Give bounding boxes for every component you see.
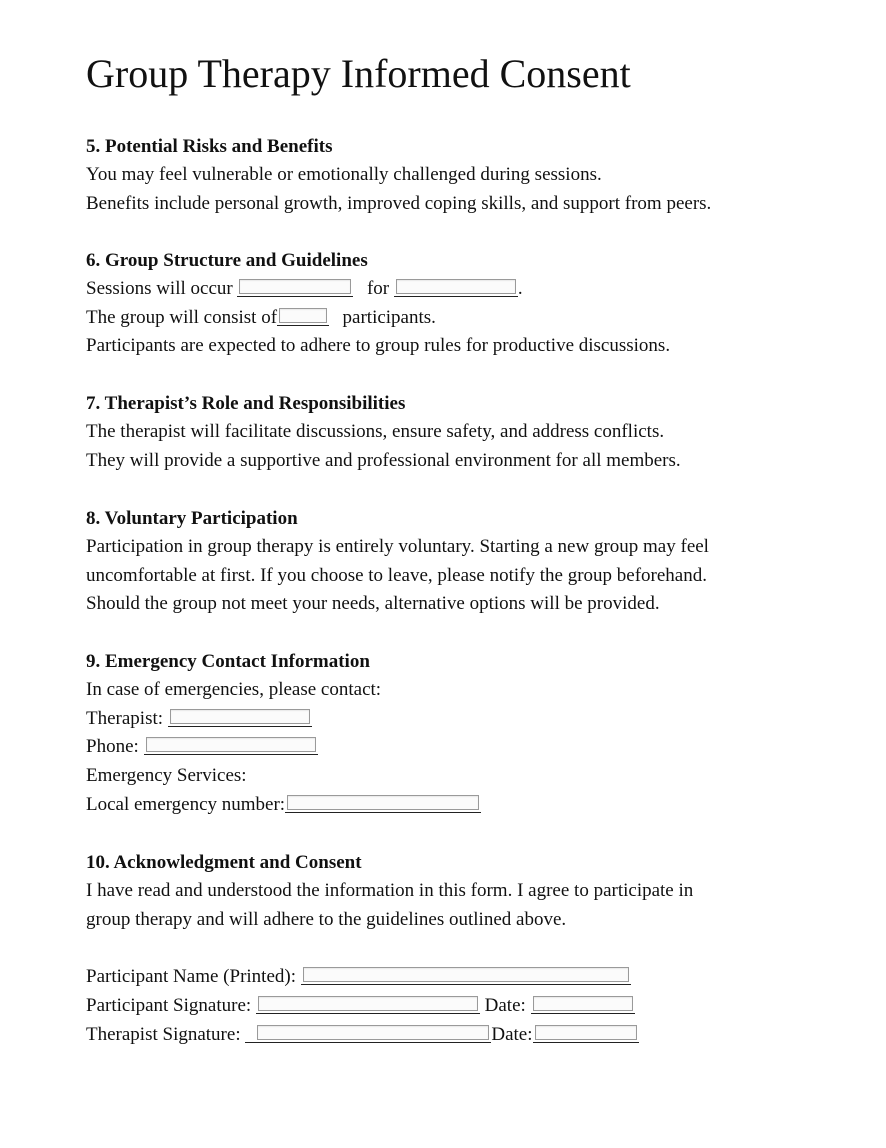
local-emergency-underline [285, 795, 481, 813]
therapist-signature-field[interactable] [257, 1025, 489, 1040]
section-risks-benefits [86, 132, 816, 218]
phone-underline [144, 737, 318, 755]
participant-name-label: Participant Name (Printed): [86, 966, 296, 988]
paragraph-line: group therapy and will adhere to the guidelines outlined above. [86, 908, 567, 930]
therapist-signature-line [86, 1021, 816, 1050]
therapist-signature-underline [245, 1025, 491, 1043]
paragraph-line: uncomfortable at first. If you choose to leave, please notify the group beforehand. [86, 564, 707, 586]
participant-signature-label: Participant Signature: [86, 994, 252, 1016]
participant-name-line [86, 963, 816, 992]
participant-signature-field[interactable] [258, 996, 478, 1011]
session-duration-field[interactable] [396, 279, 516, 294]
section-heading: 7. Therapist’s Role and Responsibilities [86, 393, 406, 414]
group-size-underline [277, 308, 329, 326]
group-size-line [86, 304, 816, 333]
sessions-prefix: Sessions will occur [86, 278, 233, 299]
paragraph-line: Benefits include personal growth, improved coping skills, and support from peers. [86, 192, 712, 214]
blank-line [86, 934, 816, 963]
participant-signature-line [86, 992, 816, 1021]
page-title: Group Therapy Informed Consent [86, 51, 631, 96]
therapist-date-field[interactable] [535, 1025, 637, 1040]
session-duration-line [394, 279, 518, 297]
therapist-name-underline [168, 709, 312, 727]
section-voluntary-participation [86, 504, 816, 619]
sessions-for-text: for [366, 278, 390, 299]
participant-name-underline [301, 967, 631, 985]
therapist-name-field[interactable] [170, 709, 310, 724]
paragraph-line: The therapist will facilitate discussions, ensure safety, and address conflicts. [86, 421, 665, 442]
sessions-period: . [517, 278, 523, 299]
group-size-prefix: The group will consist of [86, 306, 278, 328]
session-frequency-line [237, 279, 353, 297]
section-emergency-contact [86, 647, 816, 820]
group-size-suffix: participants. [342, 306, 436, 328]
local-emergency-label: Local emergency number: [86, 793, 286, 815]
therapist-date-label: Date: [491, 1023, 533, 1045]
paragraph-line: In case of emergencies, please contact: [86, 679, 382, 700]
section-heading: 9. Emergency Contact Information [86, 651, 370, 672]
phone-line [86, 733, 816, 762]
section-acknowledgment [86, 848, 816, 1049]
section-heading: 10. Acknowledgment and Consent [86, 852, 362, 873]
participant-date-field[interactable] [533, 996, 633, 1011]
phone-label: Phone: [86, 736, 139, 758]
paragraph-line: Emergency Services: [86, 765, 247, 787]
therapist-date-underline [533, 1025, 639, 1043]
paragraph-line: They will provide a supportive and professional environment for all members. [86, 449, 681, 471]
sessions-line [86, 275, 816, 304]
paragraph-line: Participation in group therapy is entirely voluntary. Starting a new group may feel [86, 536, 709, 557]
session-frequency-field[interactable] [239, 279, 351, 294]
therapist-signature-label: Therapist Signature: [86, 1023, 241, 1045]
section-heading: 5. Potential Risks and Benefits [86, 136, 333, 157]
paragraph-line: Should the group not meet your needs, alternative options will be provided. [86, 593, 660, 615]
phone-field[interactable] [146, 737, 316, 752]
therapist-label: Therapist: [86, 707, 164, 729]
paragraph-line: You may feel vulnerable or emotionally challenged during sessions. [86, 164, 602, 185]
participant-name-field[interactable] [303, 967, 629, 982]
section-therapist-role [86, 389, 816, 475]
participant-date-label: Date: [484, 994, 526, 1016]
participant-signature-underline [256, 996, 480, 1014]
paragraph-line: I have read and understood the information in this form. I agree to participate in [86, 880, 694, 901]
therapist-contact-line [86, 705, 816, 734]
local-emergency-field[interactable] [287, 795, 479, 810]
section-heading: 6. Group Structure and Guidelines [86, 250, 368, 271]
section-heading: 8. Voluntary Participation [86, 508, 298, 529]
local-emergency-line [86, 791, 816, 820]
group-size-field[interactable] [279, 308, 327, 323]
paragraph-line: Participants are expected to adhere to group rules for productive discussions. [86, 335, 671, 357]
participant-date-underline [531, 996, 635, 1014]
section-structure-guidelines [86, 246, 816, 361]
